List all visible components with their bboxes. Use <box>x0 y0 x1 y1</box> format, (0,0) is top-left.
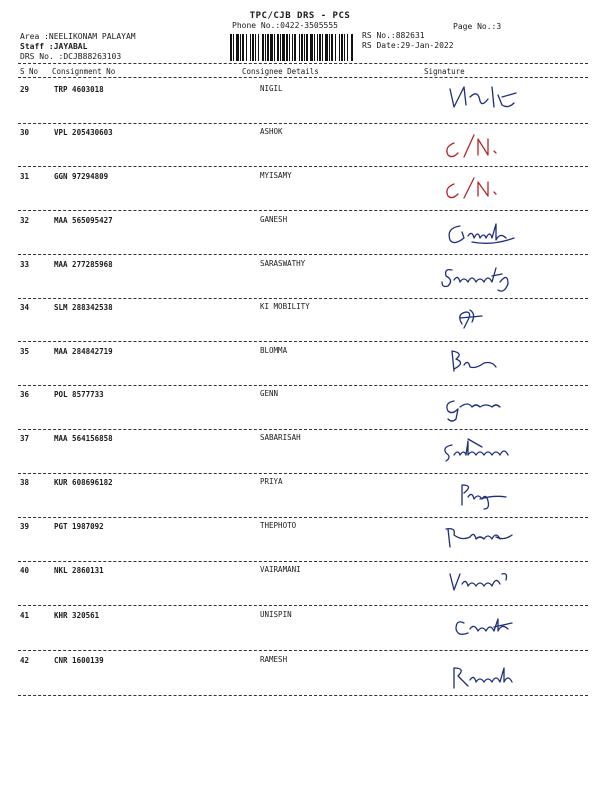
signature-stroke <box>450 574 507 590</box>
row-divider <box>18 605 588 606</box>
signature-stroke <box>446 529 512 547</box>
row-consignee: PRIYA <box>260 477 283 486</box>
row-consignment-no: NKL 2860131 <box>54 566 104 575</box>
row-sno: 29 <box>20 85 30 94</box>
row-consignment-no: CNR 1600139 <box>54 656 104 665</box>
signature-scribble <box>442 220 542 250</box>
page-number <box>453 22 501 31</box>
barcode-bar <box>274 34 275 61</box>
document-title: TPC/CJB DRS - PCS <box>249 11 351 21</box>
row-divider <box>18 210 588 211</box>
signature-scribble <box>442 347 542 377</box>
barcode-bar <box>252 34 254 61</box>
row-divider <box>18 341 588 342</box>
signature-stroke <box>447 401 500 421</box>
row-sno: 32 <box>20 216 30 225</box>
row-sno: 42 <box>20 656 30 665</box>
signature-stroke <box>450 87 516 107</box>
rs-date-label: RS Date: <box>362 41 401 50</box>
row-consignee: NIGIL <box>260 84 283 93</box>
row-sno: 40 <box>20 566 30 575</box>
row-divider <box>18 298 588 299</box>
row-consignment-no: POL 8577733 <box>54 390 104 399</box>
barcode <box>229 34 355 61</box>
barcode-bar <box>310 34 313 61</box>
rs-no-value: 882631 <box>395 31 425 40</box>
barcode-bar <box>294 34 296 61</box>
drs-value: DCJB88263103 <box>63 52 122 61</box>
row-sno: 37 <box>20 434 30 443</box>
row-consignment-no: TRP 4603018 <box>54 85 104 94</box>
barcode-bar <box>277 34 279 61</box>
row-divider <box>18 429 588 430</box>
barcode-bar <box>322 34 323 61</box>
row-consignment-no: SLM 288342538 <box>54 303 113 312</box>
barcode-bar <box>230 34 232 61</box>
barcode-bar <box>344 34 345 61</box>
signature-scribble <box>438 262 538 292</box>
signature-scribble <box>446 664 546 694</box>
signature-stroke <box>460 310 482 328</box>
signature-scribble <box>438 393 538 423</box>
row-consignment-no: GGN 97294809 <box>54 172 109 181</box>
signature-stroke <box>462 485 506 509</box>
area-label: Area : <box>20 32 49 41</box>
row-consignee: SARASWATHY <box>260 259 306 268</box>
signature-scribble <box>440 176 540 206</box>
divider <box>18 63 588 64</box>
signature-stroke <box>447 178 496 198</box>
phone-number: 0422-3505555 <box>280 21 338 30</box>
row-divider <box>18 123 588 124</box>
barcode-bar <box>267 34 269 61</box>
page-value: 3 <box>496 22 502 31</box>
barcode-bar <box>236 34 239 61</box>
row-sno: 36 <box>20 390 30 399</box>
row-consignee: MYISAMY <box>260 171 292 180</box>
row-consignee: SABARISAH <box>260 433 301 442</box>
row-consignment-no: KHR 320561 <box>54 611 100 620</box>
barcode-bar <box>304 34 305 61</box>
row-sno: 39 <box>20 522 30 531</box>
signature-stroke <box>447 135 496 157</box>
row-consignment-no: PGT 1987092 <box>54 522 104 531</box>
barcode-bar <box>255 34 256 61</box>
signature-scribble <box>450 479 550 509</box>
row-consignee: ASHOK <box>260 127 283 136</box>
row-sno: 33 <box>20 260 30 269</box>
column-header-consignment: Consignment No <box>52 67 116 76</box>
row-divider <box>18 561 588 562</box>
barcode-bar <box>240 34 241 61</box>
row-divider <box>18 517 588 518</box>
signature-scribble <box>438 435 538 465</box>
row-consignee: GANESH <box>260 215 288 224</box>
row-consignment-no: MAA 284842719 <box>54 347 113 356</box>
staff-label: Staff : <box>20 42 54 51</box>
row-sno: 31 <box>20 172 30 181</box>
row-divider <box>18 473 588 474</box>
drs-line <box>20 52 121 61</box>
row-consignment-no: VPL 205430603 <box>54 128 113 137</box>
barcode-bar <box>299 34 300 61</box>
barcode-bar <box>282 34 285 61</box>
column-header-sno: S No <box>20 67 39 76</box>
phone-line <box>232 21 338 30</box>
row-divider <box>18 650 588 651</box>
staff-value: JAYABAL <box>53 42 88 51</box>
row-consignee: KI MOBILITY <box>260 302 310 311</box>
row-sno: 38 <box>20 478 30 487</box>
barcode-bar <box>242 34 244 61</box>
barcode-bar <box>289 34 290 61</box>
row-sno: 35 <box>20 347 30 356</box>
row-divider <box>18 254 588 255</box>
area-line <box>20 32 136 41</box>
signature-scribble <box>444 566 544 596</box>
row-consignment-no: MAA 564156858 <box>54 434 113 443</box>
row-sno: 34 <box>20 303 30 312</box>
barcode-bar <box>292 34 293 61</box>
row-sno: 41 <box>20 611 30 620</box>
row-consignee: UNISPIN <box>260 610 292 619</box>
barcode-bar <box>335 34 336 61</box>
row-consignee: GENN <box>260 389 279 398</box>
barcode-bar <box>325 34 328 61</box>
row-sno: 30 <box>20 128 30 137</box>
row-divider <box>18 695 588 696</box>
barcode-bar <box>339 34 340 61</box>
barcode-bar <box>258 34 259 61</box>
barcode-bar <box>329 34 330 61</box>
rs-date-line <box>362 41 454 50</box>
rs-date-value: 29-Jan-2022 <box>400 41 454 50</box>
barcode-bar <box>319 34 321 61</box>
row-consignee: THEPHOTO <box>260 521 297 530</box>
area-value: NEELIKONAM PALAYAM <box>48 32 136 41</box>
barcode-bar <box>331 34 333 61</box>
barcode-bar <box>347 34 348 61</box>
barcode-bar <box>246 34 247 61</box>
divider <box>18 77 588 78</box>
barcode-bar <box>286 34 288 61</box>
rs-no-label: RS No.: <box>362 31 396 40</box>
barcode-bar <box>301 34 303 61</box>
phone-label: Phone No.: <box>232 21 281 30</box>
signature-stroke <box>454 668 512 688</box>
barcode-bar <box>233 34 234 61</box>
barcode-bar <box>280 34 281 61</box>
row-consignee: BLOMMA <box>260 346 288 355</box>
barcode-bar <box>314 34 315 61</box>
staff-line <box>20 42 87 51</box>
barcode-bar <box>250 34 251 61</box>
page-label: Page No.: <box>453 22 497 31</box>
column-header-signature: Signature <box>424 67 465 76</box>
row-consignment-no: MAA 565095427 <box>54 216 113 225</box>
signature-stroke <box>449 224 514 243</box>
signature-scribble <box>450 613 550 643</box>
signature-scribble <box>442 85 542 115</box>
column-header-consignee: Consignee Details <box>242 67 319 76</box>
row-consignment-no: KUR 608696182 <box>54 478 113 487</box>
signature-stroke <box>442 268 508 291</box>
row-consignment-no: MAA 277285968 <box>54 260 113 269</box>
row-consignee: VAIRAMANI <box>260 565 301 574</box>
barcode-bar <box>317 34 318 61</box>
barcode-bar <box>262 34 264 61</box>
drs-label: DRS No. : <box>20 52 64 61</box>
barcode-bar <box>306 34 308 61</box>
row-divider <box>18 385 588 386</box>
signature-scribble <box>442 304 542 334</box>
rs-no-line <box>362 31 425 40</box>
barcode-bar <box>270 34 273 61</box>
barcode-bar <box>265 34 266 61</box>
row-divider <box>18 166 588 167</box>
signature-stroke <box>452 351 496 371</box>
signature-scribble <box>440 133 540 163</box>
signature-scribble <box>440 523 540 553</box>
barcode-bar <box>341 34 343 61</box>
signature-stroke <box>445 439 508 461</box>
row-consignee: RAMESH <box>260 655 288 664</box>
signature-stroke <box>456 619 512 634</box>
barcode-bar <box>351 34 353 61</box>
